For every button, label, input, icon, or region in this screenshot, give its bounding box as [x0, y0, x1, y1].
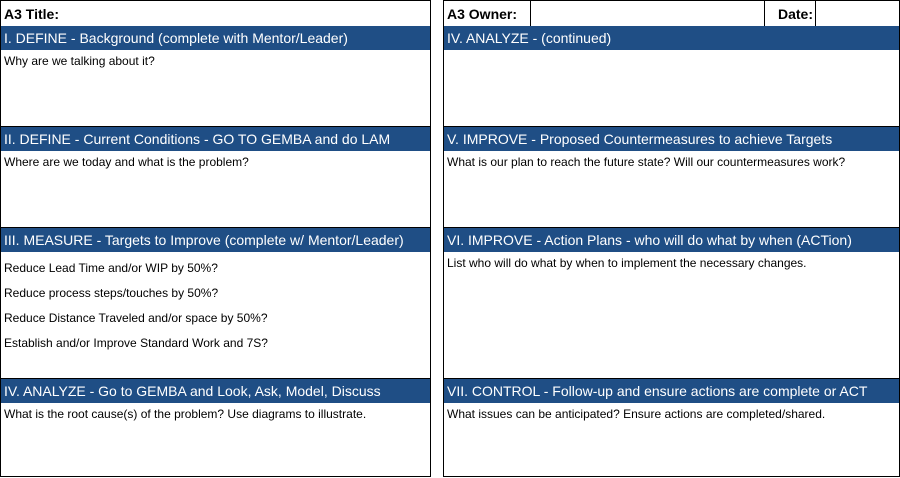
target-item: Establish and/or Improve Standard Work and 7S?: [4, 336, 268, 350]
section-improve-countermeasures: [444, 127, 899, 228]
section-header: II. DEFINE - Current Conditions - GO TO GEMBA and do LAM: [1, 127, 430, 151]
section-header: III. MEASURE - Targets to Improve (complete w/ Mentor/Leader): [1, 228, 430, 252]
title-row: [1, 1, 430, 27]
section-prompt: List who will do what by when to implement the necessary changes.: [447, 256, 807, 270]
section-body[interactable]: [1, 252, 430, 379]
section-prompt: What issues can be anticipated? Ensure actions are completed/shared.: [447, 407, 826, 421]
section-header: I. DEFINE - Background (complete with Mentor/Leader): [1, 26, 430, 50]
section-define-current-conditions: [1, 127, 430, 228]
section-body[interactable]: [444, 403, 899, 477]
section-body[interactable]: [1, 151, 430, 228]
target-item: Reduce process steps/touches by 50%?: [4, 286, 219, 300]
section-analyze-continued: [444, 26, 899, 127]
section-header: IV. ANALYZE - Go to GEMBA and Look, Ask, Model, Discuss: [1, 379, 430, 403]
section-body[interactable]: [1, 403, 430, 477]
a3-title-label: A3 Title:: [4, 6, 59, 22]
section-analyze: [1, 379, 430, 477]
a3-owner-field[interactable]: [530, 1, 765, 26]
section-prompt: Where are we today and what is the problem?: [4, 155, 249, 169]
section-define-background: [1, 26, 430, 127]
date-label: Date:: [778, 6, 814, 22]
section-control: [444, 379, 899, 477]
section-header: V. IMPROVE - Proposed Countermeasures to achieve Targets: [444, 127, 899, 151]
section-header: VII. CONTROL - Follow-up and ensure actions are complete or ACT: [444, 379, 899, 403]
right-column: [443, 0, 900, 477]
left-column: [0, 0, 431, 477]
section-prompt: What is the root cause(s) of the problem? Use diagrams to illustrate.: [4, 407, 367, 421]
section-header: IV. ANALYZE - (continued): [444, 26, 899, 50]
target-item: Reduce Lead Time and/or WIP by 50%?: [4, 261, 218, 275]
section-body[interactable]: [1, 50, 430, 127]
target-list: [4, 256, 427, 356]
owner-date-row: [444, 1, 899, 27]
section-measure-targets: [1, 228, 430, 379]
section-improve-action-plans: [444, 228, 899, 379]
section-header: VI. IMPROVE - Action Plans - who will do what by when (ACTion): [444, 228, 899, 252]
a3-owner-label: A3 Owner:: [447, 6, 518, 22]
section-body[interactable]: [444, 50, 899, 127]
section-body[interactable]: [444, 252, 899, 379]
section-prompt: What is our plan to reach the future state? Will our countermeasures work?: [447, 155, 846, 169]
date-field[interactable]: [815, 1, 899, 26]
section-body[interactable]: [444, 151, 899, 228]
section-prompt: Why are we talking about it?: [4, 54, 155, 68]
target-item: Reduce Distance Traveled and/or space by 50%?: [4, 311, 268, 325]
